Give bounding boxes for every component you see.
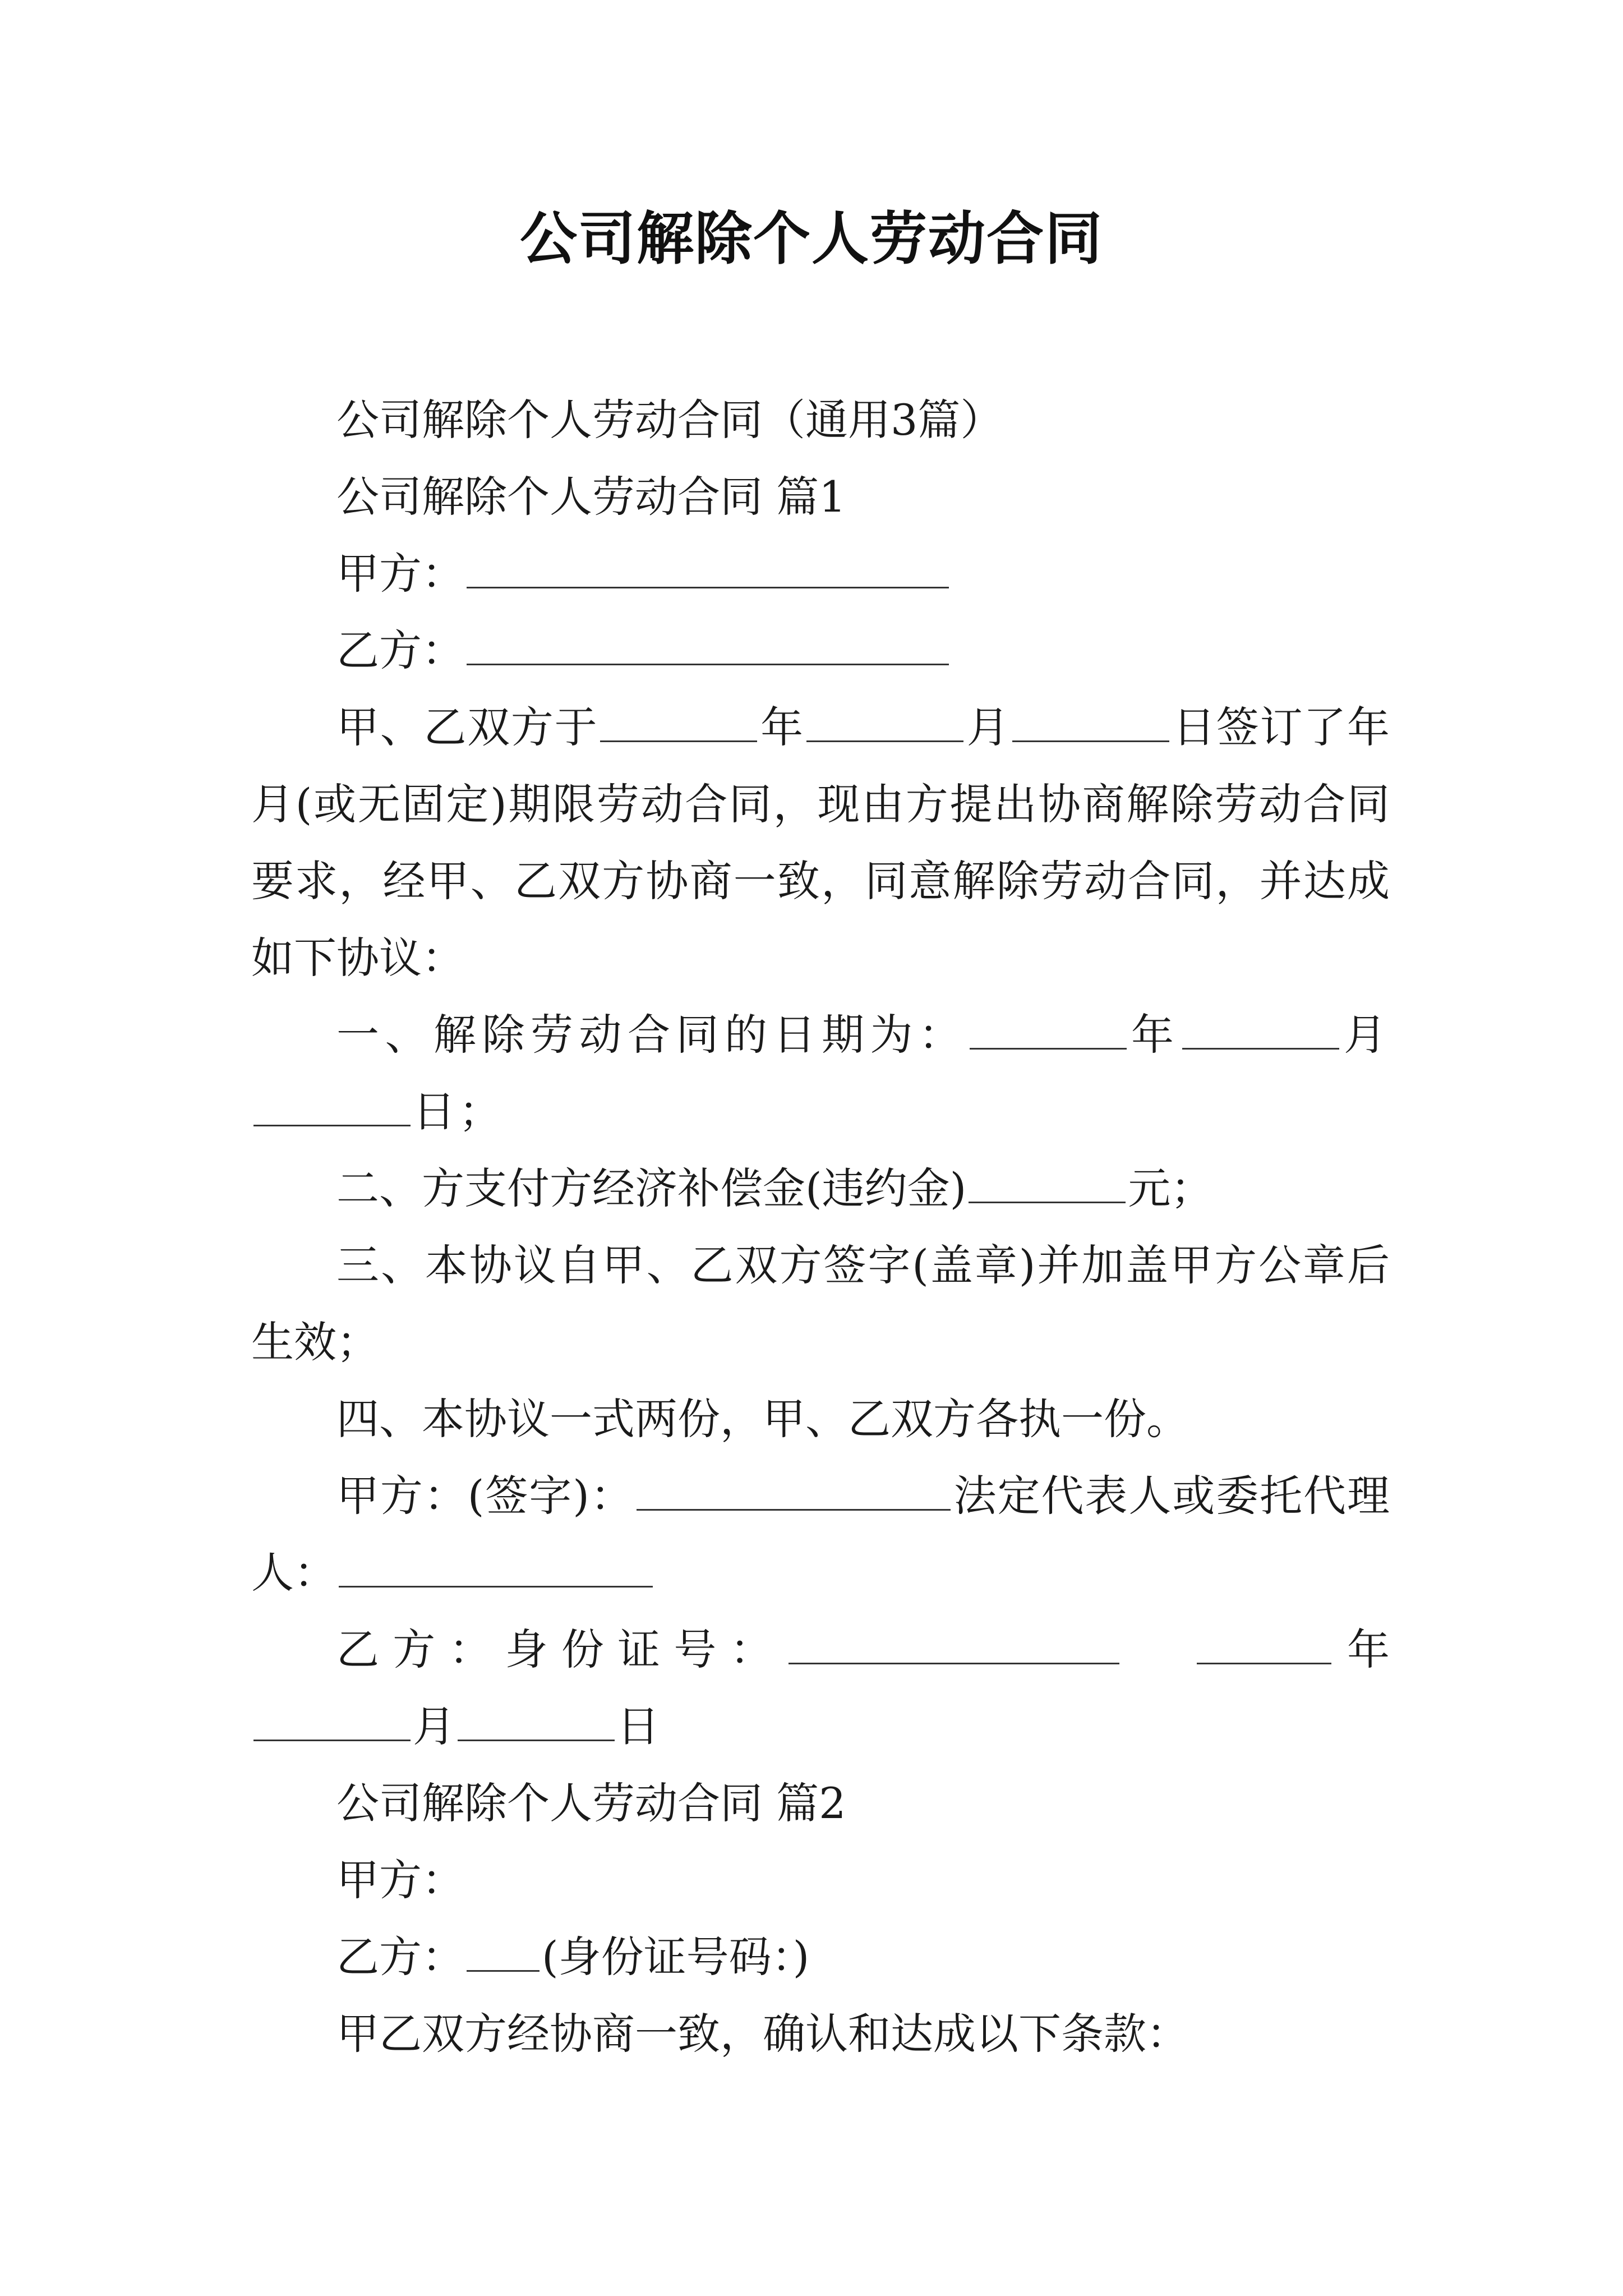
sign-a-blank <box>637 1475 951 1511</box>
part1-party-b-line: 乙方： <box>251 612 1390 689</box>
part1-item-4: 四、本协议一式两份，甲、乙双方各执一份。 <box>336 1394 1189 1444</box>
date-day-blank <box>458 1706 615 1741</box>
sign-month-blank <box>806 707 963 742</box>
date-month-blank <box>253 1706 411 1741</box>
party-a-blank <box>467 553 949 588</box>
part1-sign-a: 甲方：(签字)： 法定代表人或委托代理人： <box>251 1471 1390 1598</box>
document-title: 公司解除个人劳动合同 <box>520 206 1103 273</box>
representative-blank <box>339 1552 653 1588</box>
end-year-blank <box>970 1014 1127 1050</box>
end-day-blank <box>253 1091 411 1126</box>
document-subtitle: 公司解除个人劳动合同（通用3篇） <box>336 395 1003 445</box>
compensation-blank <box>969 1168 1126 1203</box>
part1-item-2: 二、方支付方经济补偿金(违约金) 元； <box>336 1163 1214 1213</box>
part1-sign-b: 乙方：身份证号： 年月 日 <box>251 1611 1390 1765</box>
part1-intro-paragraph: 甲、乙双方于 年 月 日签订了年月(或无固定)期限劳动合同，现由方提出协商解除劳动合同要求，经甲、乙双方协商一致，同意解除劳动合同，并达成如下协议： <box>251 702 1390 983</box>
document-body <box>251 381 1390 2072</box>
part1-party-a-line: 甲方： <box>251 535 1390 612</box>
part2-party-b-line: 乙方： (身份证号码：) <box>336 1932 810 1982</box>
part1-item-3: 三、本协议自甲、乙双方签字(盖章)并加盖甲方公章后生效； <box>251 1240 1390 1367</box>
part1-item-1: 一、解除劳动合同的日期为： 年 月日； <box>251 996 1390 1150</box>
sign-year-blank <box>600 707 757 742</box>
part2-heading: 公司解除个人劳动合同 篇2 <box>336 1778 846 1828</box>
id-number-blank <box>789 1629 1119 1664</box>
part2-party-a-line: 甲方： <box>336 1855 464 1905</box>
party-b-blank <box>467 630 949 665</box>
sign-day-blank <box>1012 707 1169 742</box>
party-b-name-blank <box>467 1936 540 1972</box>
part2-agreement-line: 甲乙双方经协商一致，确认和达成以下条款： <box>336 2009 1189 2059</box>
part1-heading: 公司解除个人劳动合同 篇1 <box>336 472 846 522</box>
date-year-blank <box>1197 1629 1331 1664</box>
end-month-blank <box>1182 1014 1339 1050</box>
